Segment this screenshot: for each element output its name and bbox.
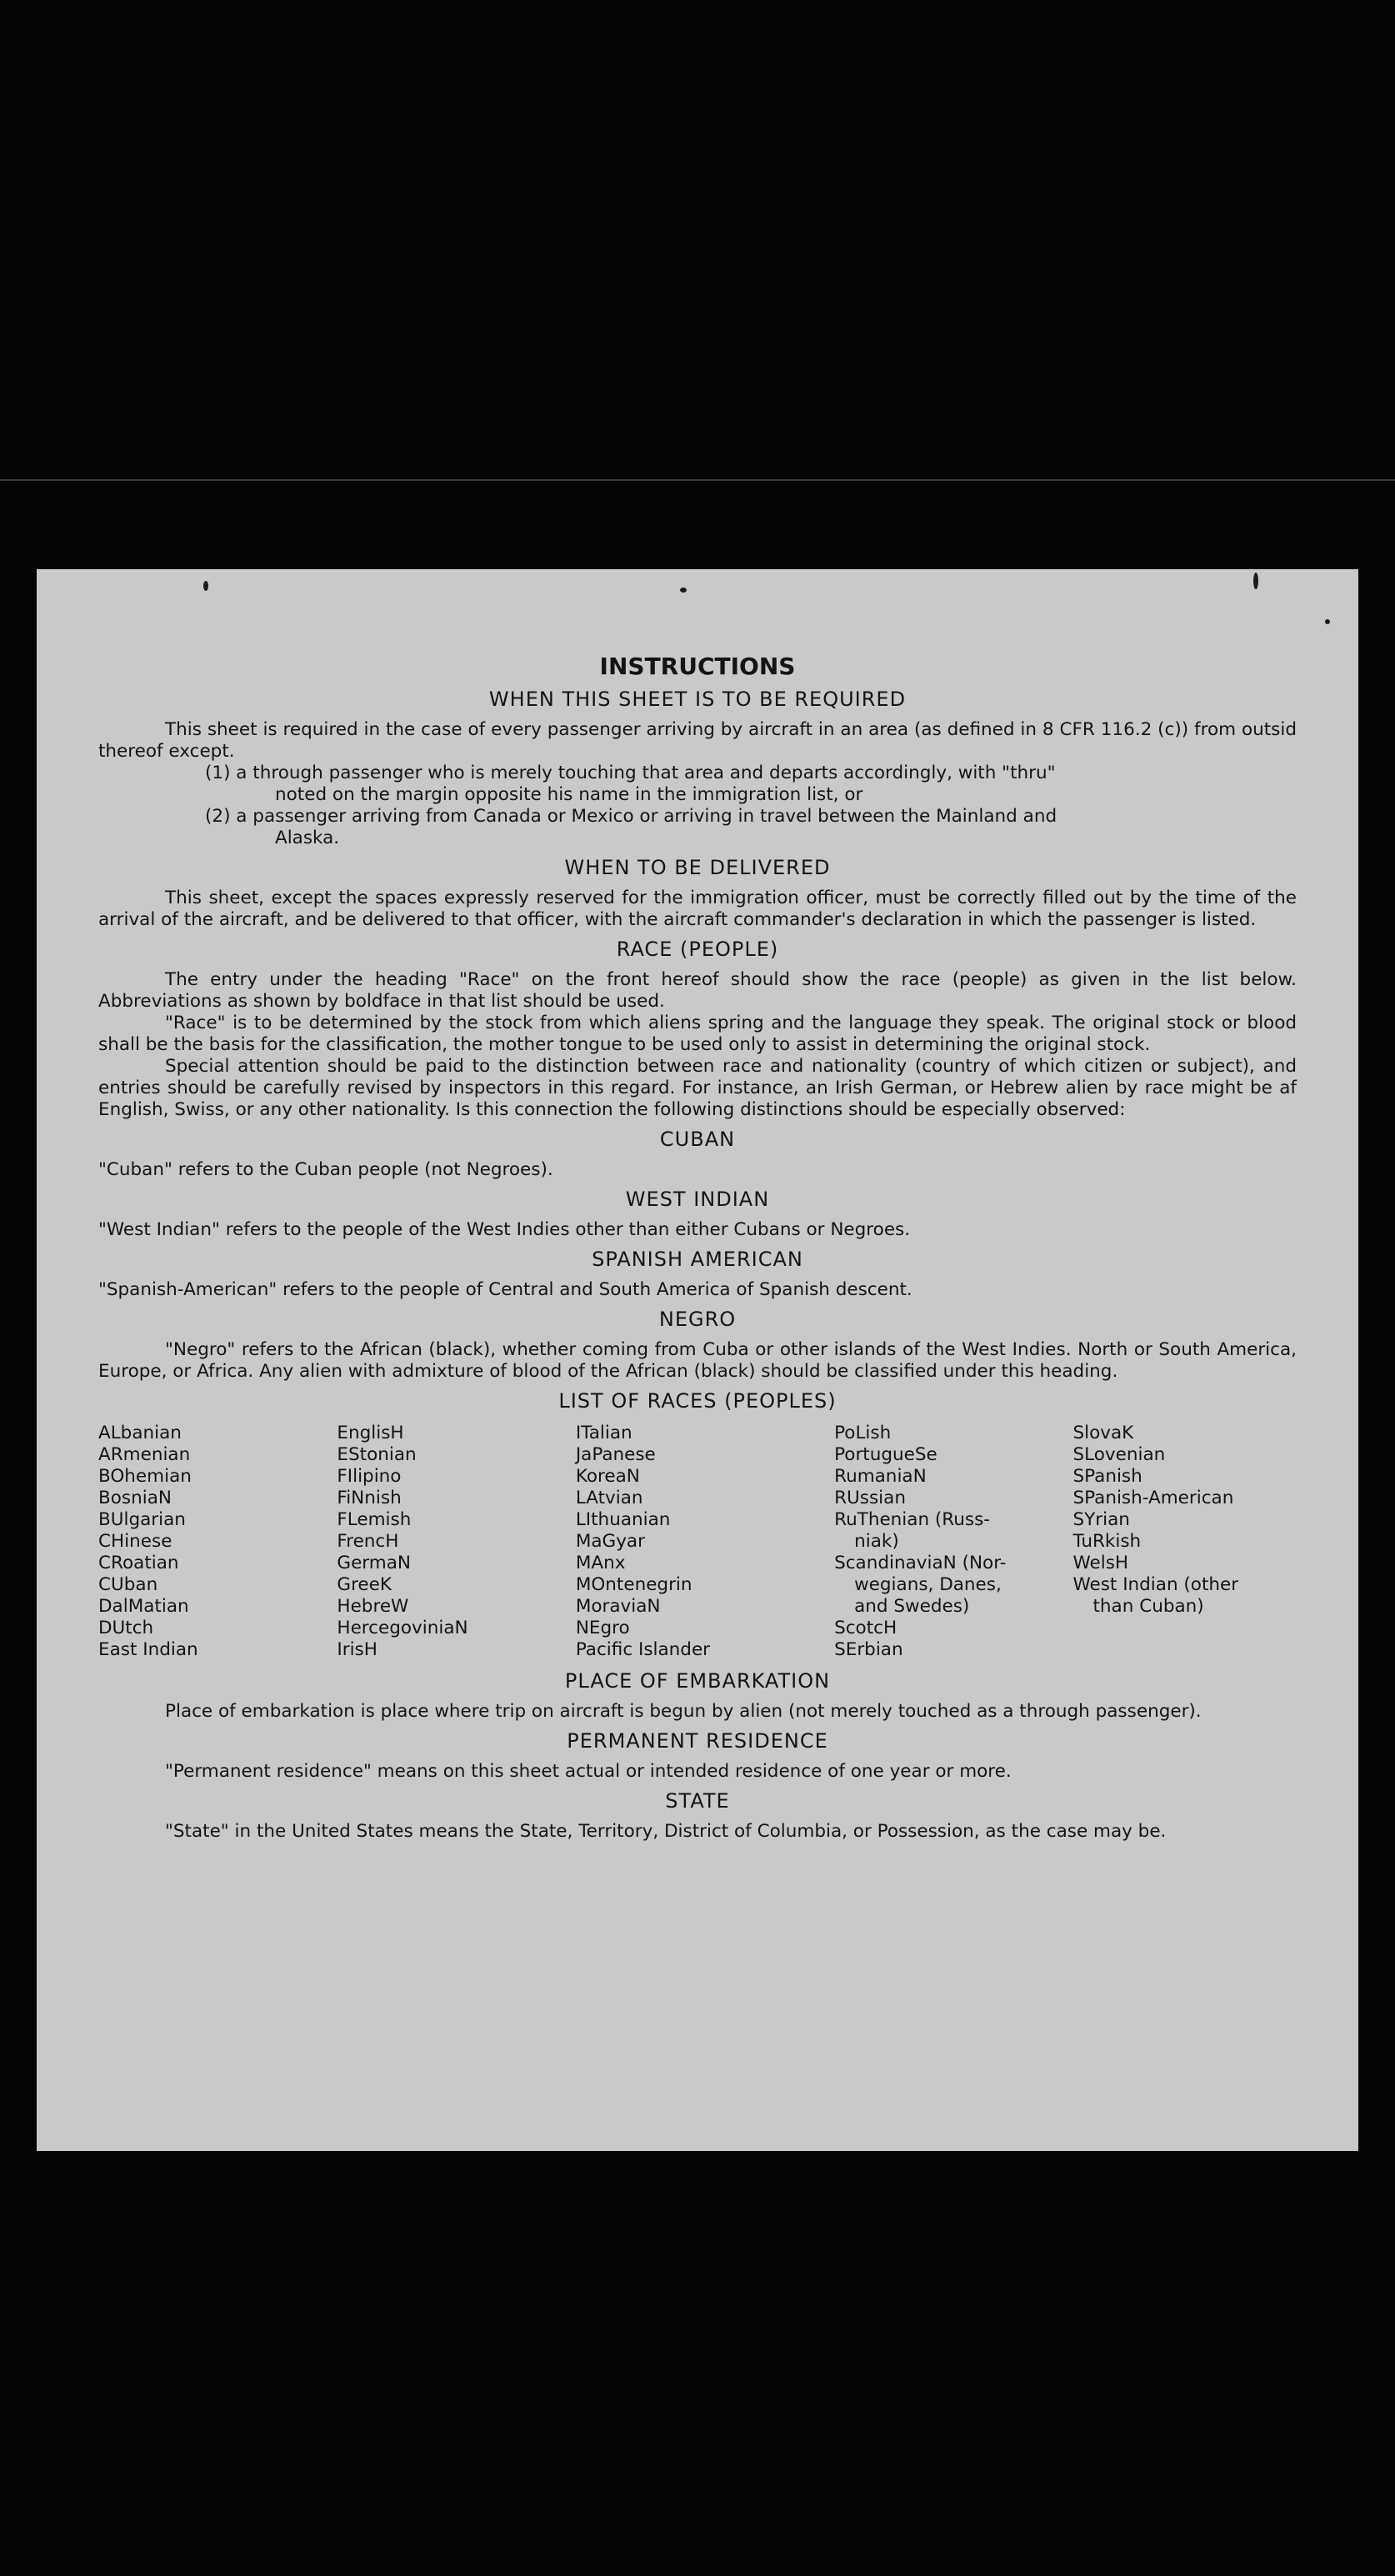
race-entry: HebreW [337,1596,409,1617]
race-entry: SErbian [834,1639,903,1660]
ink-speck [203,581,208,591]
race-entry-continuation: and Swedes) [854,1596,970,1617]
race-entry: FrencH [337,1531,399,1552]
race-entry: JaPanese [575,1444,656,1465]
race-entry: FIlipino [337,1466,402,1487]
race-entry: RUssian [834,1488,906,1508]
race-list [98,1423,1297,1661]
ink-speck [680,588,687,593]
negro-text: "Negro" refers to the African (black), whether coming from Cuba or other islands of the West Indies. North or South America, Europe, or Africa. Any alien with admixture of blood of the African (black) should be classified under this heading. [98,1339,1297,1382]
heading-spanish-american: SPANISH AMERICAN [592,1248,803,1271]
race-entry: EStonian [337,1444,417,1465]
race-entry: ARmenian [98,1444,191,1465]
race-entry: KoreaN [575,1466,640,1487]
race-entry: WelsH [1072,1553,1129,1573]
scan-edge-line [0,479,1395,481]
when-delivered-text: This sheet, except the spaces expressly reserved for the immigration officer, must be correctly filled out by the time of the arrival of the aircraft, and be delivered to that officer, with the aircraft commander's declaration in which the passenger is listed. [98,888,1297,930]
race-entry: West Indian (other [1072,1574,1239,1595]
race-entry: TuRkish [1072,1531,1142,1552]
race-entry: Pacific Islander [575,1639,711,1660]
race-entry: ALbanian [98,1423,182,1443]
instruction-sheet [37,569,1358,2151]
heading-embarkation: PLACE OF EMBARKATION [564,1669,831,1693]
when-required-intro: This sheet is required in the case of every passenger arriving by aircraft in an area (as defined in 8 CFR 116.2 (c)) from outsid thereof except. [98,719,1297,762]
race-entry: SPanish [1072,1466,1142,1487]
heading-when-required: WHEN THIS SHEET IS TO BE REQUIRED [488,688,907,711]
exception-item-2-continuation: Alaska. [275,828,340,848]
embarkation-text: Place of embarkation is place where trip on aircraft is begun by alien (not merely touched as a through passenger). [165,1701,1202,1722]
race-entry: SLovenian [1072,1444,1166,1465]
race-entry: LIthuanian [575,1509,671,1530]
race-entry: GermaN [337,1553,411,1573]
race-entry: LAtvian [575,1488,643,1508]
race-entry: CHinese [98,1531,172,1552]
race-column-1 [98,1423,337,1661]
race-entry: FiNnish [337,1488,402,1508]
race-entry: FLemish [337,1509,412,1530]
race-entry: ITalian [575,1423,632,1443]
race-entry: DalMatian [98,1596,189,1617]
cuban-text: "Cuban" refers to the Cuban people (not Negroes). [98,1159,553,1180]
state-text: "State" in the United States means the State, Territory, District of Columbia, or Possession, as the case may be. [165,1821,1167,1842]
heading-west-indian: WEST INDIAN [625,1188,770,1211]
race-entry: BOhemian [98,1466,192,1487]
race-entry-continuation: than Cuban) [1092,1596,1204,1617]
race-entry-continuation: wegians, Danes, [854,1574,1002,1595]
heading-when-delivered: WHEN TO BE DELIVERED [564,856,831,879]
race-paragraph-1: The entry under the heading "Race" on the front hereof should show the race (people) as given in the list below. Abbreviations as shown by boldface in that list should be used. [98,969,1297,1012]
west-indian-text: "West Indian" refers to the people of the West Indies other than either Cubans or Negroes. [98,1219,911,1240]
race-column-2 [337,1423,575,1661]
race-column-4 [834,1423,1072,1661]
heading-negro: NEGRO [658,1308,737,1331]
heading-state: STATE [665,1789,730,1813]
heading-race: RACE (PEOPLE) [616,938,779,961]
race-column-5 [1073,1423,1298,1661]
race-entry: ScandinaviaN (Nor- [834,1553,1007,1573]
race-column-3 [576,1423,834,1661]
race-entry: SPanish-American [1072,1488,1234,1508]
race-entry: East Indian [98,1639,198,1660]
race-entry: GreeK [337,1574,392,1595]
race-entry: MOntenegrin [575,1574,692,1595]
exception-item-2-text: (2) a passenger arriving from Canada or Mexico or arriving in travel between the Mainland and [205,806,1058,827]
race-entry: ScotcH [834,1618,898,1638]
race-entry: RuThenian (Russ- [834,1509,991,1530]
race-entry: CRoatian [98,1553,179,1573]
exception-item-2 [98,806,1297,849]
heading-list-of-races: LIST OF RACES (PEOPLES) [558,1389,837,1413]
race-entry: MAnx [575,1553,626,1573]
race-entry: HercegoviniaN [337,1618,468,1638]
exception-item-1-text: (1) a through passenger who is merely touching that area and departs accordingly, with "thru" [205,763,1056,783]
permanent-residence-text: "Permanent residence" means on this sheet actual or intended residence of one year or more. [165,1761,1012,1782]
race-entry: BosniaN [98,1488,172,1508]
heading-cuban: CUBAN [659,1128,736,1151]
race-entry: BUlgarian [98,1509,186,1530]
spanish-american-text: "Spanish-American" refers to the people of Central and South America of Spanish descent. [98,1279,912,1300]
race-entry: NEgro [575,1618,630,1638]
race-entry: SYrian [1072,1509,1130,1530]
race-entry: MaGyar [575,1531,645,1552]
race-entry: MoraviaN [575,1596,661,1617]
ink-speck [1325,619,1330,624]
race-entry: PortugueSe [834,1444,938,1465]
race-entry: RumaniaN [834,1466,927,1487]
race-entry: EnglisH [337,1423,404,1443]
race-entry: SlovaK [1072,1423,1134,1443]
race-entry: IrisH [337,1639,378,1660]
heading-permanent-residence: PERMANENT RESIDENCE [567,1729,828,1753]
race-entry: DUtch [98,1618,154,1638]
page-title: INSTRUCTIONS [599,653,796,680]
race-paragraph-2: "Race" is to be determined by the stock from which aliens spring and the language they speak. The original stock or blood shall be the basis for the classification, the mother tongue to be used only to assist in determining the original stock. [98,1013,1297,1055]
exception-item-1 [98,763,1297,806]
ink-speck [1253,573,1258,589]
exception-item-1-continuation: noted on the margin opposite his name in the immigration list, or [275,784,863,805]
race-entry-continuation: niak) [854,1531,899,1552]
race-entry: CUban [98,1574,158,1595]
race-paragraph-3: Special attention should be paid to the distinction between race and nationality (country of which citizen or subject), and entries should be carefully revised by inspectors in this regard. For instance, an Irish German, or Hebrew alien by race might be af English, Swiss, or any other nationality. Is this connection the following distinctions should be especially observed: [98,1056,1297,1120]
race-entry: PoLish [834,1423,892,1443]
